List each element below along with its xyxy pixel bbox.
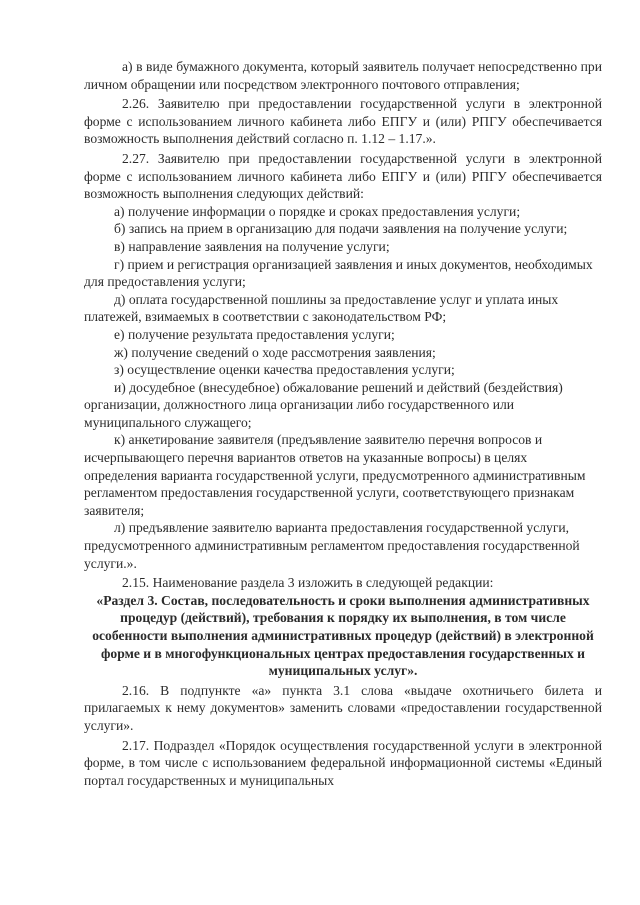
paragraph-2-15: 2.15. Наименование раздела 3 изложить в следующей редакции:	[122, 575, 494, 591]
list-item-b: б) запись на прием в организацию для подачи заявления на получение услуги;	[114, 221, 568, 237]
list-item-i: и) досудебное (внесудебное) обжалование решений и действий (бездействия) организации, должностного лица организации либо государственного или муниципального служащего;	[84, 379, 563, 430]
paragraph-2-26: 2.26. Заявителю при предоставлении государственной услуги в электронной форме с использованием личного кабинета либо ЕПГУ и (или) РПГУ обеспечивается возможность выполнения действий согласно п. 1.12 – 1.17.».	[84, 96, 602, 147]
list-item-d: д) оплата государственной пошлины за предоставление услуг и уплата иных платежей, взимаемых в соответствии с законодательством РФ;	[84, 291, 559, 325]
section-3-title: «Раздел 3. Состав, последовательность и сроки выполнения административных процедур (действий), требования к порядку их выполнения, в том числе особенности выполнения административных процедур (действий) в электронной форме и в многофункциональных центрах предоставления государственных и муниципальных услуг».	[92, 592, 594, 679]
list-item-l: л) предъявление заявителю варианта предоставления государственной услуги, предусмотренного административным регламентом предоставления государственной услуги.».	[84, 520, 580, 571]
paragraph-2-16: 2.16. В подпункте «а» пункта 3.1 слова «выдаче охотничьего билета и прилагаемых к нему документов» заменить словами «предоставлении государственной услуги».	[84, 682, 602, 733]
list-item-g: г) прием и регистрация организацией заявления и иных документов, необходимых для предоставления услуги;	[84, 256, 593, 290]
paragraph-2-27: 2.27. Заявителю при предоставлении государственной услуги в электронной форме с использованием личного кабинета либо ЕПГУ и (или) РПГУ обеспечивается возможность выполнения следующих действий:	[84, 150, 602, 202]
paragraph-2-17: 2.17. Подраздел «Порядок осуществления государственной услуги в электронной форме, в том числе с использованием федеральной информационной системы «Единый портал государственных и муниципальных	[84, 737, 602, 788]
paragraph-item-a-paper: а) в виде бумажного документа, который заявитель получает непосредственно при личном обращении или посредством электронного почтового отправления;	[84, 59, 602, 92]
list-item-a: а) получение информации о порядке и сроках предоставления услуги;	[114, 203, 521, 219]
list-item-z: з) осуществление оценки качества предоставления услуги;	[114, 362, 455, 378]
list-item-zh: ж) получение сведений о ходе рассмотрения заявления;	[114, 344, 436, 360]
list-item-k: к) анкетирование заявителя (предъявление заявителю перечня вопросов и исчерпывающего перечня вариантов ответов на указанные вопросы) в целях определения варианта государственной услуги, предусмотренного административным регламентом предоставления государственной услуги, соответствующего признакам заявителя;	[84, 432, 586, 518]
list-item-e: е) получение результата предоставления услуги;	[114, 326, 395, 342]
list-item-v: в) направление заявления на получение услуги;	[114, 238, 390, 254]
